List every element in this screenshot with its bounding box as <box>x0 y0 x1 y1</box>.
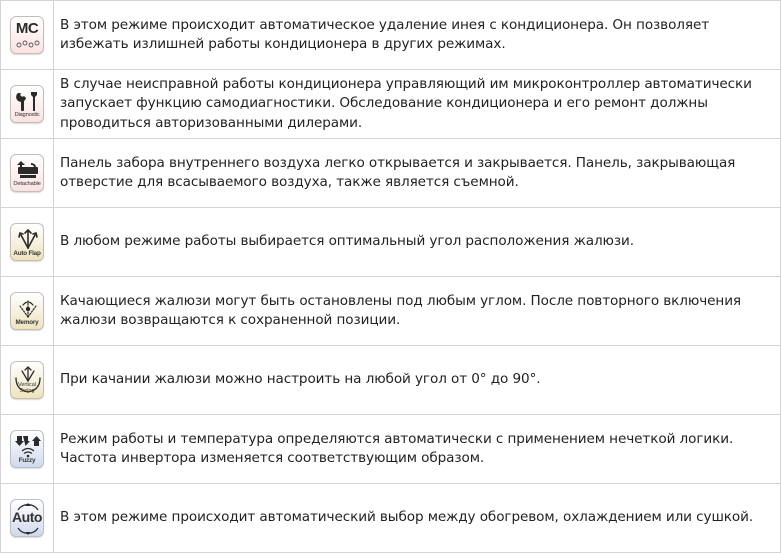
feature-description: В этом режиме происходит автоматический выбор между обогревом, охлаждением или сушкой. <box>54 484 781 553</box>
feature-icon-cell <box>1 346 54 415</box>
feature-row <box>1 1 781 70</box>
feature-icon-cell <box>1 484 54 553</box>
diagnostic-icon <box>10 85 44 123</box>
feature-description: При качании жалюзи можно настроить на любой угол от 0° до 90°. <box>54 346 781 415</box>
feature-row <box>1 139 781 208</box>
mc-icon <box>10 16 44 54</box>
memory-icon <box>10 292 44 330</box>
feature-row <box>1 484 781 553</box>
feature-icon-cell <box>1 277 54 346</box>
detachable-icon <box>10 154 44 192</box>
memory-icon-label: Memory <box>15 319 39 326</box>
auto-icon <box>10 499 44 537</box>
feature-description: Панель забора внутреннего воздуха легко открывается и закрывается. Панель, закрывающая отверстие для всасываемого воздуха, также является съемной. <box>54 139 781 208</box>
mc-icon-label: MC <box>15 20 39 37</box>
auto-flap-icon-label: Auto Flap <box>13 250 41 257</box>
auto-icon-label: Auto <box>12 509 42 525</box>
feature-row <box>1 346 781 415</box>
feature-description: Качающиеся жалюзи могут быть остановлены под любым углом. После повторного включения жалюзи возвращаются к сохраненной позиции. <box>54 277 781 346</box>
feature-description: В случае неисправной работы кондиционера управляющий им микроконтроллер автоматически запускает функцию самодиагностики. Обследование кондиционера и его ремонт должны проводиться авторизованными дилерами. <box>54 70 781 139</box>
detachable-icon-label: Detachable <box>13 181 41 187</box>
feature-icon-cell <box>1 1 54 70</box>
diagnostic-icon-label: Diagnostic <box>14 112 40 118</box>
vertical-swing-icon-label: Vertical Swing <box>17 382 37 394</box>
feature-description: В любом режиме работы выбирается оптимальный угол расположения жалюзи. <box>54 208 781 277</box>
feature-description: В этом режиме происходит автоматическое удаление инея с кондиционера. Он позволяет избежать излишней работы кондиционера в других режимах. <box>54 1 781 70</box>
feature-icon-cell <box>1 415 54 484</box>
fuzzy-icon <box>10 430 44 468</box>
feature-row <box>1 415 781 484</box>
vertical-swing-icon <box>10 361 44 399</box>
feature-icon-cell <box>1 208 54 277</box>
feature-description: Режим работы и температура определяются автоматически с применением нечеткой логики. Частота инвертора изменяется соответствующим образом. <box>54 415 781 484</box>
feature-row <box>1 277 781 346</box>
feature-icon-cell <box>1 70 54 139</box>
auto-flap-icon <box>10 223 44 261</box>
feature-row <box>1 208 781 277</box>
feature-row <box>1 70 781 139</box>
feature-icon-cell <box>1 139 54 208</box>
fuzzy-icon-label: Fuzzy <box>18 457 36 464</box>
